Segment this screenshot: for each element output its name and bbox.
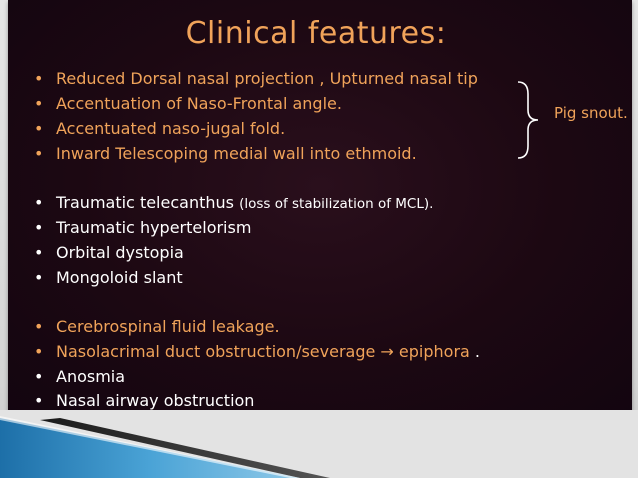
list-item-text: Accentuation of Naso-Frontal angle. [56,94,342,113]
slide-title: Clinical features: [185,16,447,51]
bullet: • [34,243,44,262]
nasolacrimal-period: . [469,342,480,361]
list-item-text: Nasal airway obstruction [56,391,255,410]
list-item-text [56,342,480,362]
list-item-text: Cerebrospinal fluid leakage. [56,317,280,336]
bullet: • [34,69,44,88]
list-item-text: Anosmia [56,367,126,386]
list-item-text: Traumatic hypertelorism [56,218,252,237]
bullet: • [34,367,44,386]
bullet: • [34,342,44,361]
list-item-text [56,193,433,214]
list-item-text: Inward Telescoping medial wall into ethmoid. [56,144,417,163]
list-item-text: Mongoloid slant [56,268,183,287]
bullet: • [34,94,44,113]
list-item-text: Accentuated naso-jugal fold. [56,119,286,138]
telecanthus-note: (loss of stabilization of MCL). [239,196,434,212]
bullet: • [34,144,44,163]
list-item-text: Reduced Dorsal nasal projection , Upturned nasal tip [56,69,478,88]
slide [8,0,632,412]
bullet: • [34,193,44,212]
bullet: • [34,317,44,336]
bullet: • [34,268,44,287]
list-item-text: Orbital dystopia [56,243,184,262]
pig-snout-label: Pig snout. [554,104,628,122]
bullet: • [34,391,44,410]
telecanthus-text: Traumatic telecanthus [56,193,234,212]
bullet: • [34,218,44,237]
bullet: • [34,119,44,138]
decorative-wedge [0,410,638,478]
curly-brace-icon [514,80,544,160]
nasolacrimal-text: Nasolacrimal duct obstruction/severage → epiphora [56,342,470,361]
